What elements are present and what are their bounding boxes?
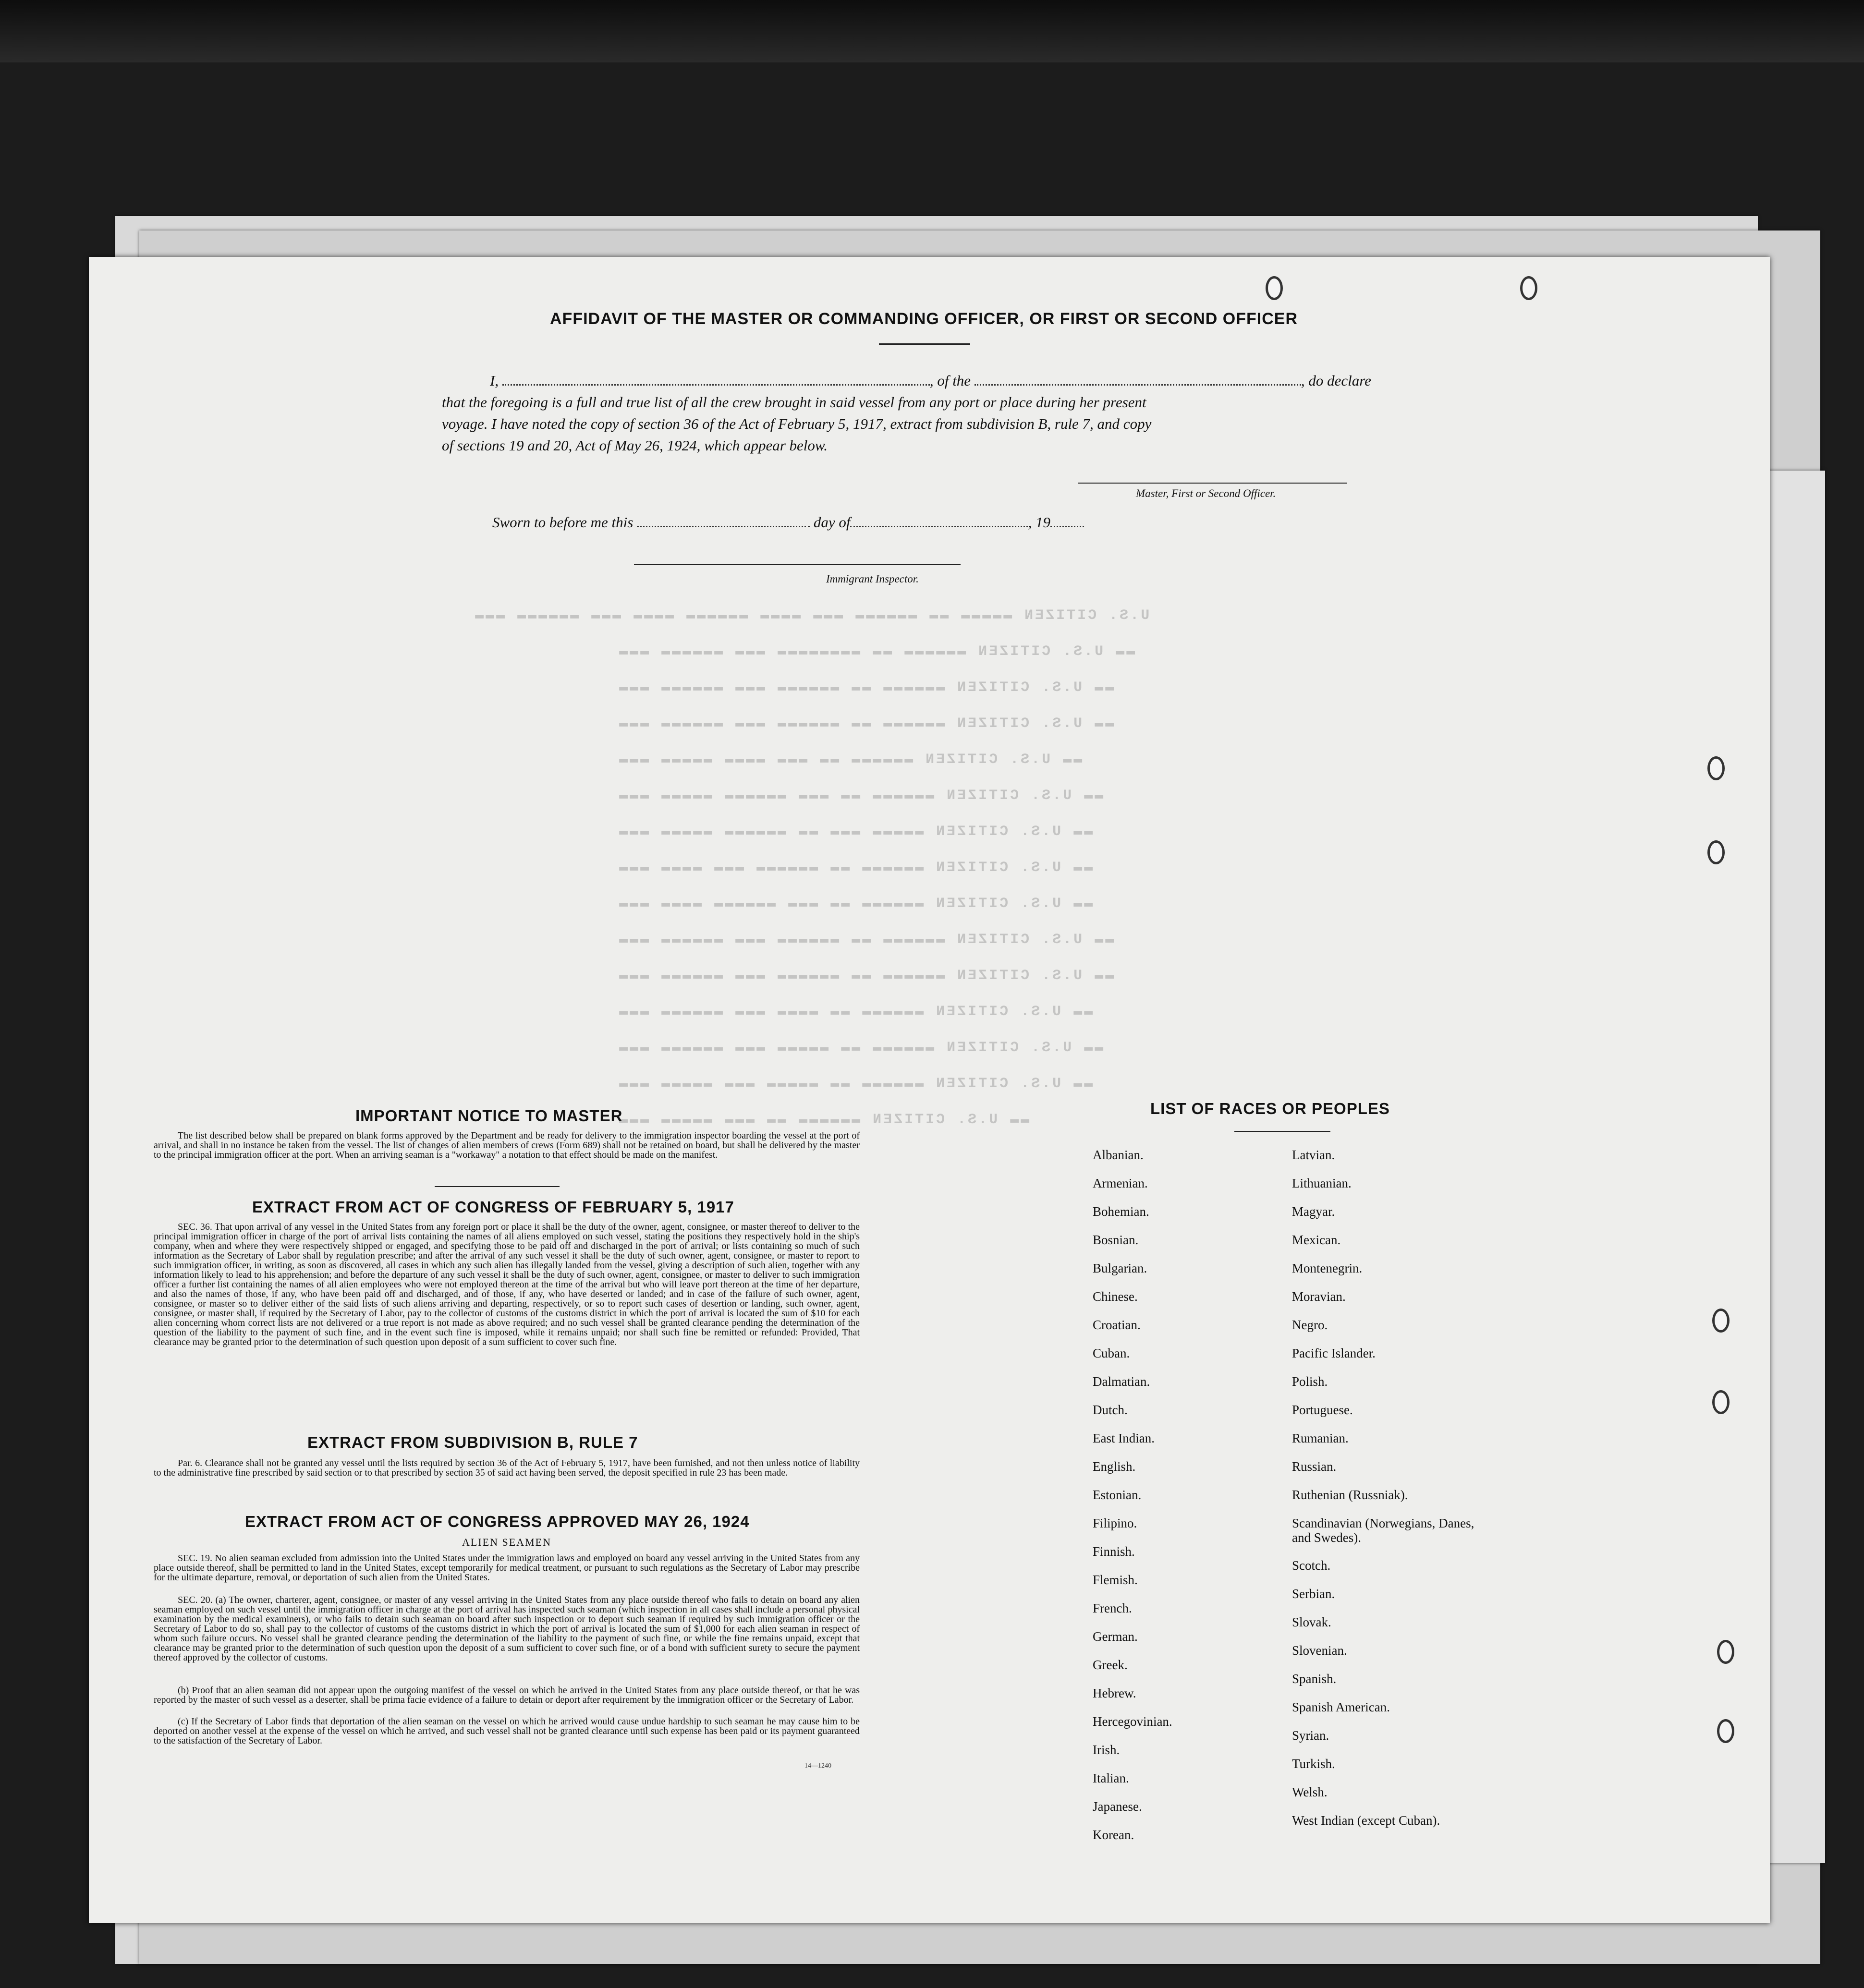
races-title: LIST OF RACES OR PEOPLES [1150,1100,1390,1117]
race-item: Slovak. [1292,1615,1331,1629]
race-item: Korean. [1093,1828,1134,1842]
race-item: Latvian. [1292,1148,1335,1162]
notice-title: IMPORTANT NOTICE TO MASTER [355,1107,623,1125]
race-item: Estonian. [1093,1488,1142,1502]
binder-hole [1717,1640,1734,1664]
race-item: Albanian. [1093,1148,1144,1162]
bleed-through-row: ▬▬ U.S. CITIZEN ▬▬▬▬▬▬ ▬▬ ▬▬▬ ▬▬▬▬▬▬ ▬▬▬▬▬ ▬▬▬ [617,788,1104,804]
race-item: Bosnian. [1093,1233,1139,1247]
sworn-year: , 19 [1028,514,1050,531]
race-item: Welsh. [1292,1785,1328,1799]
declaration-line-1 [490,372,1371,389]
race-item: Rumanian. [1292,1431,1349,1445]
race-item: Lithuanian. [1292,1176,1352,1190]
section-divider [435,1186,560,1187]
affidavit-title-rule [879,343,970,345]
race-item: Flemish. [1093,1573,1138,1587]
bleed-through-row: ▬▬ U.S. CITIZEN ▬▬▬▬▬▬ ▬▬ ▬▬▬ ▬▬▬▬▬ ▬▬▬ [617,1112,1030,1128]
bleed-through-row: ▬▬ U.S. CITIZEN ▬▬▬▬▬▬ ▬▬ ▬▬▬▬▬▬ ▬▬▬ ▬▬▬▬▬▬ ▬▬▬ [617,968,1114,984]
race-item: Pacific Islander. [1292,1346,1376,1360]
extract-1924-sec20a: SEC. 20. (a) The owner, charterer, agent, consignee, or master of any vessel arriving in the United States from any place outside thereof who fails to detain on board any alien seaman employed on such vessel until the immigration officer in charge at the port of arrival has inspected such seaman (which inspection in all cases shall include a personal physical examination by the medical examiners), or who fails to detain such seaman on board after such inspection or to deport such seaman if required by such immigration officer or the Secretary of Labor to do so, shall pay to the collector of customs of the customs district in which the port of arrival is located the sum of $1,000 for each alien seaman in respect of whom such failure occurs. No vessel shall be granted clearance pending the determination of the liability to the payment of such fine, or while the fine remains unpaid, except that clearance may be granted prior to the determination of such question upon the deposit of a sum sufficient to cover such fine, or of a bond with sufficient surety to secure the payment thereof approved by the collector of customs. [154,1595,860,1663]
race-item: Scandinavian (Norwegians, Danes, and Swedes). [1292,1516,1474,1545]
extract-1924-sec19: SEC. 19. No alien seaman excluded from admission into the United States under the immigration laws and employed on board any vessel arriving in the United States from any place outside thereof, shall be permitted to land in the United States, except temporarily for medical treatment, or pursuant to such regulations as the Secretary of Labor may prescribe for the ultimate departure, removal, or deportation of such alien from the United States. [154,1553,860,1583]
sworn-date-field[interactable] [637,515,810,527]
race-item: Cuban. [1093,1346,1130,1360]
declaration-declare: , do declare [1301,372,1371,389]
race-item: Moravian. [1292,1289,1346,1304]
race-item: Spanish American. [1292,1700,1390,1714]
race-item: West Indian (except Cuban). [1292,1813,1440,1828]
race-item: Scotch. [1292,1558,1331,1573]
race-item: French. [1093,1601,1132,1615]
extract-rule7-body: Par. 6. Clearance shall not be granted any vessel until the lists required by section 36 of the Act of February 5, 1917, have been furnished, and not then unless notice of liability to the administrative fine prescribed by said section or to that prescribed by section 35 of said act having been served, the deposit specified in rule 23 has been made. [154,1458,860,1478]
binder-hole [1520,276,1537,300]
race-item: East Indian. [1093,1431,1155,1445]
extract-1924-sec20b: (b) Proof that an alien seaman did not appear upon the outgoing manifest of the vessel on which he arrived in the United States from any place outside thereof, or that he was reported by the master of such vessel as a deserter, shall be prima facie evidence of a failure to detain or deport after requirement by the immigration officer or the Secretary of Labor. [154,1685,860,1705]
race-item: Portuguese. [1292,1403,1353,1417]
race-item: Dutch. [1093,1403,1128,1417]
binder-hole [1707,756,1725,780]
extract-1917-title: EXTRACT FROM ACT OF CONGRESS OF FEBRUARY 5, 1917 [252,1198,734,1216]
extract-1924-title: EXTRACT FROM ACT OF CONGRESS APPROVED MAY 26, 1924 [245,1513,750,1530]
race-item: Montenegrin. [1292,1261,1363,1275]
declaration-line-3: voyage. I have noted the copy of section 36 of the Act of February 5, 1917, extract from subdivision B, rule 7, and copy [442,415,1152,432]
race-item: Spanish. [1292,1672,1337,1686]
notice-body: The list described below shall be prepared on blank forms approved by the Department and be ready for delivery to the immigration inspector boarding the vessel at the port of arrival, and shall in no instance be taken from the vessel. The list of changes of alien members of crews (Form 689) shall not be retained on board, but shall be delivered by the master to the principal immigration officer at the port. When an arriving seaman is a "workaway" a notation to that effect should be made on the manifest. [154,1130,860,1160]
race-item: Bohemian. [1093,1204,1149,1219]
declaration-line-2: that the foregoing is a full and true list of all the crew brought in said vessel from any port or place during her present [442,394,1146,411]
race-item: Polish. [1292,1374,1328,1389]
race-item: Slovenian. [1292,1643,1347,1658]
race-item: Bulgarian. [1093,1261,1147,1275]
master-signature-line[interactable] [1078,483,1347,484]
race-item: Serbian. [1292,1587,1335,1601]
declaration-of-the: , of the [929,372,971,389]
bleed-through-row: ▬▬ U.S. CITIZEN ▬▬▬▬▬▬ ▬▬ ▬▬▬ ▬▬▬▬▬▬ ▬▬▬▬ ▬▬▬ [617,896,1093,912]
bleed-through-row: ▬▬ U.S. CITIZEN ▬▬▬▬▬▬ ▬▬ ▬▬▬▬▬ ▬▬▬ ▬▬▬▬▬▬ ▬▬▬ [617,1040,1104,1056]
race-item: Greek. [1093,1658,1128,1672]
race-item: Italian. [1093,1771,1129,1785]
bleed-through-row: ▬▬ U.S. CITIZEN ▬▬▬▬▬▬ ▬▬ ▬▬▬▬▬▬ ▬▬▬ ▬▬▬▬▬▬ ▬▬▬ [617,932,1114,948]
extract-1924-subtitle: ALIEN SEAMEN [462,1536,551,1548]
race-item: Japanese. [1093,1799,1142,1814]
binder-hole [1707,840,1725,864]
vessel-name-field[interactable] [975,374,1301,386]
race-item: Finnish. [1093,1544,1135,1559]
extract-rule7-title: EXTRACT FROM SUBDIVISION B, RULE 7 [307,1433,638,1451]
race-item: English. [1093,1459,1136,1474]
scanner-edge [0,0,1864,62]
affidavit-title: AFFIDAVIT OF THE MASTER OR COMMANDING OFFICER, OR FIRST OR SECOND OFFICER [550,310,1298,328]
bleed-through-row: ▬▬ U.S. CITIZEN ▬▬▬▬▬▬ ▬▬ ▬▬▬▬▬▬ ▬▬▬ ▬▬▬▬▬▬ ▬▬▬ [617,679,1114,696]
binder-hole [1266,276,1283,300]
declaration-i: I, [490,372,499,389]
manifest-page [89,257,1770,1923]
sworn-year-field[interactable] [1050,515,1084,527]
race-item: Ruthenian (Russniak). [1292,1488,1408,1502]
bleed-through-row: ▬▬ U.S. CITIZEN ▬▬▬▬▬▬ ▬▬ ▬▬▬▬▬▬ ▬▬▬ ▬▬▬▬▬▬ ▬▬▬ [617,715,1114,732]
bleed-through-row: U.S. CITIZEN ▬▬▬▬▬ ▬▬ ▬▬▬▬▬▬ ▬▬▬ ▬▬▬▬ ▬▬▬▬▬▬ ▬▬▬▬ ▬▬▬ ▬▬▬▬▬▬ ▬▬▬ [473,607,1150,624]
master-name-field[interactable] [502,374,930,386]
race-item: Hercegovinian. [1093,1714,1172,1729]
sworn-day-of: day of [813,514,851,531]
race-item: Turkish. [1292,1757,1335,1771]
race-item: German. [1093,1629,1138,1644]
bleed-through-row: ▬▬ U.S. CITIZEN ▬▬▬▬▬ ▬▬▬ ▬▬ ▬▬▬▬▬▬ ▬▬▬▬▬ ▬▬▬ [617,824,1093,840]
bleed-through-row: ▬▬ U.S. CITIZEN ▬▬▬▬▬▬ ▬▬ ▬▬▬▬▬▬ ▬▬▬ ▬▬▬▬ ▬▬▬ [617,860,1093,876]
race-item: Russian. [1292,1459,1337,1474]
extract-1924-sec20c: (c) If the Secretary of Labor finds that deportation of the alien seaman on the vessel on which he arrived would cause undue hardship to such seaman he may cause him to be deported on another vessel at the expense of the vessel on which he arrived, and such vessel shall not be granted clearance until such expense has been paid or its payment guaranteed to the satisfaction of the Secretary of Labor. [154,1716,860,1746]
inspector-signature-line[interactable] [634,564,961,565]
binder-hole [1717,1719,1734,1743]
bleed-through-row: ▬▬ U.S. CITIZEN ▬▬▬▬▬▬ ▬▬ ▬▬▬▬ ▬▬▬ ▬▬▬▬▬▬ ▬▬▬ [617,1004,1093,1020]
race-item: Hebrew. [1093,1686,1136,1700]
binder-hole [1712,1390,1730,1414]
bleed-through-row: ▬▬ U.S. CITIZEN ▬▬▬▬▬▬ ▬▬ ▬▬▬▬▬ ▬▬▬ ▬▬▬▬▬ ▬▬▬ [617,1076,1093,1092]
sworn-month-field[interactable] [850,515,1028,527]
races-list-left [1093,1148,1172,1856]
sworn-line [492,514,1084,531]
master-signature-label: Master, First or Second Officer. [1136,487,1276,499]
bleed-through-row: ▬▬ U.S. CITIZEN ▬▬▬▬▬▬ ▬▬ ▬▬▬▬▬▬▬▬ ▬▬▬ ▬▬▬▬▬▬ ▬▬▬ [617,643,1135,660]
extract-1917-body: SEC. 36. That upon arrival of any vessel in the United States from any foreign port or place it shall be the duty of the owner, agent, consignee, or master thereof to deliver to the principal immigration officer in charge of the port of arrival lists containing the names of all aliens employed on such vessel, stating the positions they respectively hold in the ship's company, when and where they were respectively shipped or engaged, and specifying those to be paid off and discharged in the port of arrival; or lists containing so much of such information as the Secretary of Labor shall by regulation prescribe; and after the arrival of any such vessel it shall be the duty of such owner, agent, consignee, or master to report to such immigration officer, in writing, as soon as discovered, all cases in which any such alien has illegally landed from the vessel, giving a description of such alien, together with any information likely to lead to his apprehension; and before the departure of any such vessel it shall be the duty of such owner, agent, consignee, or master to deliver to such immigration officer a further list containing the names of all alien employees who were not employed thereon at the time of the arrival but who will leave port thereon at the time of her departure, and also the names of those, if any, who have been paid off and discharged, and of those, if any, who have deserted or landed; and in case of the failure of such owner, agent, consignee, or master so to deliver either of the said lists of such aliens arriving and departing, respectively, or so to report such cases of desertion or landing, such owner, agent, consignee, or master shall, if required by the Secretary of Labor, pay to the collector of customs of the customs district in which the port of arrival is located the sum of $10 for each alien concerning whom correct lists are not delivered or a true report is not made as above required; and no such vessel shall be granted clearance pending the determination of the question of the liability to the payment of such fine, and in the event such fine is imposed, while it remains unpaid; nor shall such fine be remitted or refunded: Provided, That clearance may be granted prior to the determination of such question upon deposit of a sum sufficient to cover such fine. [154,1222,860,1347]
race-item: Dalmatian. [1093,1374,1150,1389]
binder-hole [1712,1309,1730,1333]
race-item: Filipino. [1093,1516,1137,1530]
race-item: Syrian. [1292,1728,1329,1743]
race-item: Mexican. [1292,1233,1341,1247]
form-number: 14—1240 [804,1762,831,1770]
race-item: Irish. [1093,1743,1120,1757]
race-item: Magyar. [1292,1204,1335,1219]
bleed-through-row: ▬▬ U.S. CITIZEN ▬▬▬▬▬▬ ▬▬ ▬▬▬ ▬▬▬▬ ▬▬▬▬▬ ▬▬▬ [617,752,1083,768]
race-item: Armenian. [1093,1176,1148,1190]
declaration-line-4: of sections 19 and 20, Act of May 26, 1924, which appear below. [442,437,828,454]
race-item: Chinese. [1093,1289,1138,1304]
races-list-right [1292,1148,1474,1842]
inspector-signature-label: Immigrant Inspector. [826,573,919,585]
sworn-prefix: Sworn to before me this [492,514,634,531]
race-item: Negro. [1292,1318,1328,1332]
races-title-rule [1234,1131,1330,1132]
race-item: Croatian. [1093,1318,1141,1332]
